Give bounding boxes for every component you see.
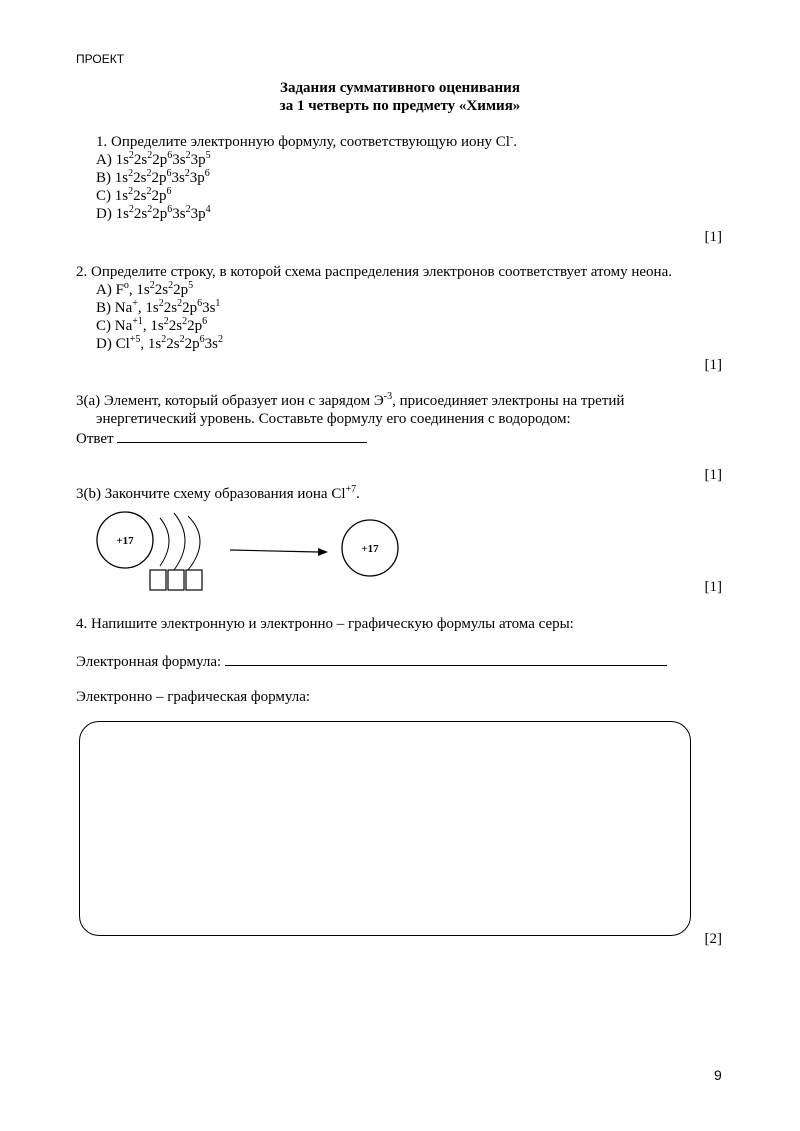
- formula-term: 1s: [114, 188, 129, 204]
- formula-term: 2s: [133, 206, 148, 222]
- draft-label: ПРОЕКТ: [76, 52, 125, 66]
- formula-superscript: 2: [128, 186, 134, 197]
- q2-text: 2. Определите строку, в которой схема распределения электронов соответствует атому неона.: [76, 264, 672, 280]
- formula-superscript: 6: [167, 204, 173, 215]
- formula-term: 2p: [184, 336, 200, 352]
- option-letter: B): [96, 170, 115, 186]
- option-letter: C): [96, 318, 115, 334]
- formula-superscript: +: [132, 298, 138, 309]
- formula-superscript: 2: [177, 298, 183, 309]
- formula-term: 2p: [187, 318, 203, 334]
- formula-term: 3p: [190, 152, 206, 168]
- formula-term: 2p: [152, 206, 168, 222]
- formula-term: , 1s: [140, 336, 162, 352]
- shell-electron-cell-1[interactable]: [150, 570, 166, 590]
- page-title-line-1: Задания суммативного оценивания: [280, 80, 520, 96]
- q4-text: 4. Напишите электронную и электронно – графическую формулы атома серы:: [76, 616, 574, 632]
- formula-term: 2s: [163, 300, 178, 316]
- page-title-line-2: за 1 четверть по предмету «Химия»: [279, 98, 521, 114]
- formula-superscript: 4: [205, 204, 211, 215]
- left-nucleus-charge: +17: [116, 535, 134, 547]
- formula-superscript: +1: [132, 316, 143, 327]
- formula-superscript: 2: [161, 334, 167, 345]
- electron-formula-row: Электронная формула:: [76, 651, 667, 671]
- formula-superscript: 2: [217, 334, 223, 345]
- q3a-text-line-1: 3(a) Элемент, который образует ион с зарядом $Э^{-3}$, присоединяет электроны на третий: [76, 391, 625, 409]
- q1-text: 1. Определите электронную формулу, соответствующую иону Cl-.: [96, 132, 518, 150]
- option-letter: B): [96, 300, 115, 316]
- option-letter: D): [96, 206, 116, 222]
- formula-superscript: 6: [167, 150, 173, 161]
- formula-superscript: 2: [128, 168, 134, 179]
- formula-term: 2s: [133, 188, 147, 204]
- formula-term: Cl: [115, 336, 130, 352]
- formula-superscript: 2: [147, 204, 153, 215]
- formula-term: 2p: [151, 188, 167, 204]
- formula-term: 1s: [115, 206, 129, 222]
- formula-superscript: 2: [146, 186, 152, 197]
- q2-score: [1]: [704, 357, 722, 373]
- formula-superscript: 2: [179, 334, 185, 345]
- q3b-score: [1]: [704, 579, 722, 595]
- q3b-text: 3(b) Закончите схему образования иона $Cl^{+7}$.: [76, 484, 360, 502]
- electron-formula-line[interactable]: [225, 651, 667, 666]
- formula-superscript: +5: [129, 334, 141, 345]
- arrow-line: [230, 550, 318, 552]
- q3a-score: [1]: [704, 467, 722, 483]
- formula-superscript: 6: [204, 168, 210, 179]
- formula-superscript: 2: [128, 150, 134, 161]
- shell-electron-cell-2[interactable]: [168, 570, 184, 590]
- q4-score: [2]: [704, 931, 722, 947]
- formula-term: Na: [114, 300, 133, 316]
- formula-superscript: 6: [197, 298, 203, 309]
- option-letter: D): [96, 336, 116, 352]
- option-letter: C): [96, 188, 115, 204]
- formula-superscript: 2: [163, 316, 169, 327]
- q1-score: [1]: [704, 229, 722, 245]
- formula-term: 3s: [204, 336, 218, 352]
- formula-term: 2s: [133, 170, 147, 186]
- formula-superscript: 2: [128, 204, 134, 215]
- shell-arc-1: [160, 518, 169, 566]
- graphic-formula-label: Электронно – графическая формула:: [76, 689, 311, 705]
- option-letter: A): [96, 152, 116, 168]
- formula-term: 2s: [154, 282, 169, 298]
- formula-term: 2p: [152, 152, 168, 168]
- formula-term: 2p: [173, 282, 189, 298]
- formula-superscript: 6: [202, 316, 208, 327]
- formula-superscript: 2: [185, 204, 191, 215]
- formula-superscript: 2: [185, 150, 191, 161]
- formula-term: , 1s: [128, 282, 150, 298]
- formula-term: 2p: [151, 170, 167, 186]
- formula-term: , 1s: [137, 300, 159, 316]
- q3a-answer-row: Ответ: [76, 428, 367, 448]
- formula-superscript: 6: [166, 186, 172, 197]
- formula-term: 3p: [189, 170, 205, 186]
- formula-superscript: 2: [146, 168, 152, 179]
- formula-superscript: 5: [188, 280, 194, 291]
- formula-term: 1s: [114, 170, 129, 186]
- formula-superscript: o: [123, 280, 129, 291]
- option-letter: A): [96, 282, 116, 298]
- formula-term: 2s: [166, 336, 180, 352]
- formula-term: 2p: [182, 300, 198, 316]
- formula-term: 3s: [172, 206, 186, 222]
- formula-superscript: 6: [166, 168, 172, 179]
- formula-term: Na: [114, 318, 133, 334]
- formula-term: 3s: [171, 170, 185, 186]
- formula-superscript: 2: [184, 168, 190, 179]
- formula-superscript: 5: [205, 150, 211, 161]
- formula-term: , 1s: [142, 318, 164, 334]
- shell-arc-2: [174, 513, 185, 570]
- formula-superscript: 2: [182, 316, 188, 327]
- formula-term: 3s: [172, 152, 186, 168]
- formula-term: 3p: [190, 206, 206, 222]
- formula-superscript: 2: [168, 280, 174, 291]
- graphic-formula-answer-box[interactable]: [79, 721, 691, 936]
- formula-superscript: 2: [147, 150, 153, 161]
- formula-superscript: 6: [199, 334, 205, 345]
- shell-electron-cell-3[interactable]: [186, 570, 202, 590]
- page-number: 9: [714, 1067, 722, 1083]
- formula-term: F: [115, 282, 124, 298]
- q3a-text-line-2: энергетический уровень. Составьте формулу его соединения с водородом:: [96, 411, 571, 427]
- arrow-head: [318, 548, 328, 556]
- formula-superscript: 2: [158, 298, 164, 309]
- shell-arc-3: [188, 516, 200, 570]
- formula-term: 2s: [133, 152, 148, 168]
- formula-term: 1s: [115, 152, 129, 168]
- formula-term: 2s: [168, 318, 183, 334]
- formula-term: 3s: [202, 300, 216, 316]
- formula-superscript: 2: [149, 280, 155, 291]
- right-nucleus-charge: +17: [361, 543, 379, 555]
- formula-superscript: 1: [215, 298, 221, 309]
